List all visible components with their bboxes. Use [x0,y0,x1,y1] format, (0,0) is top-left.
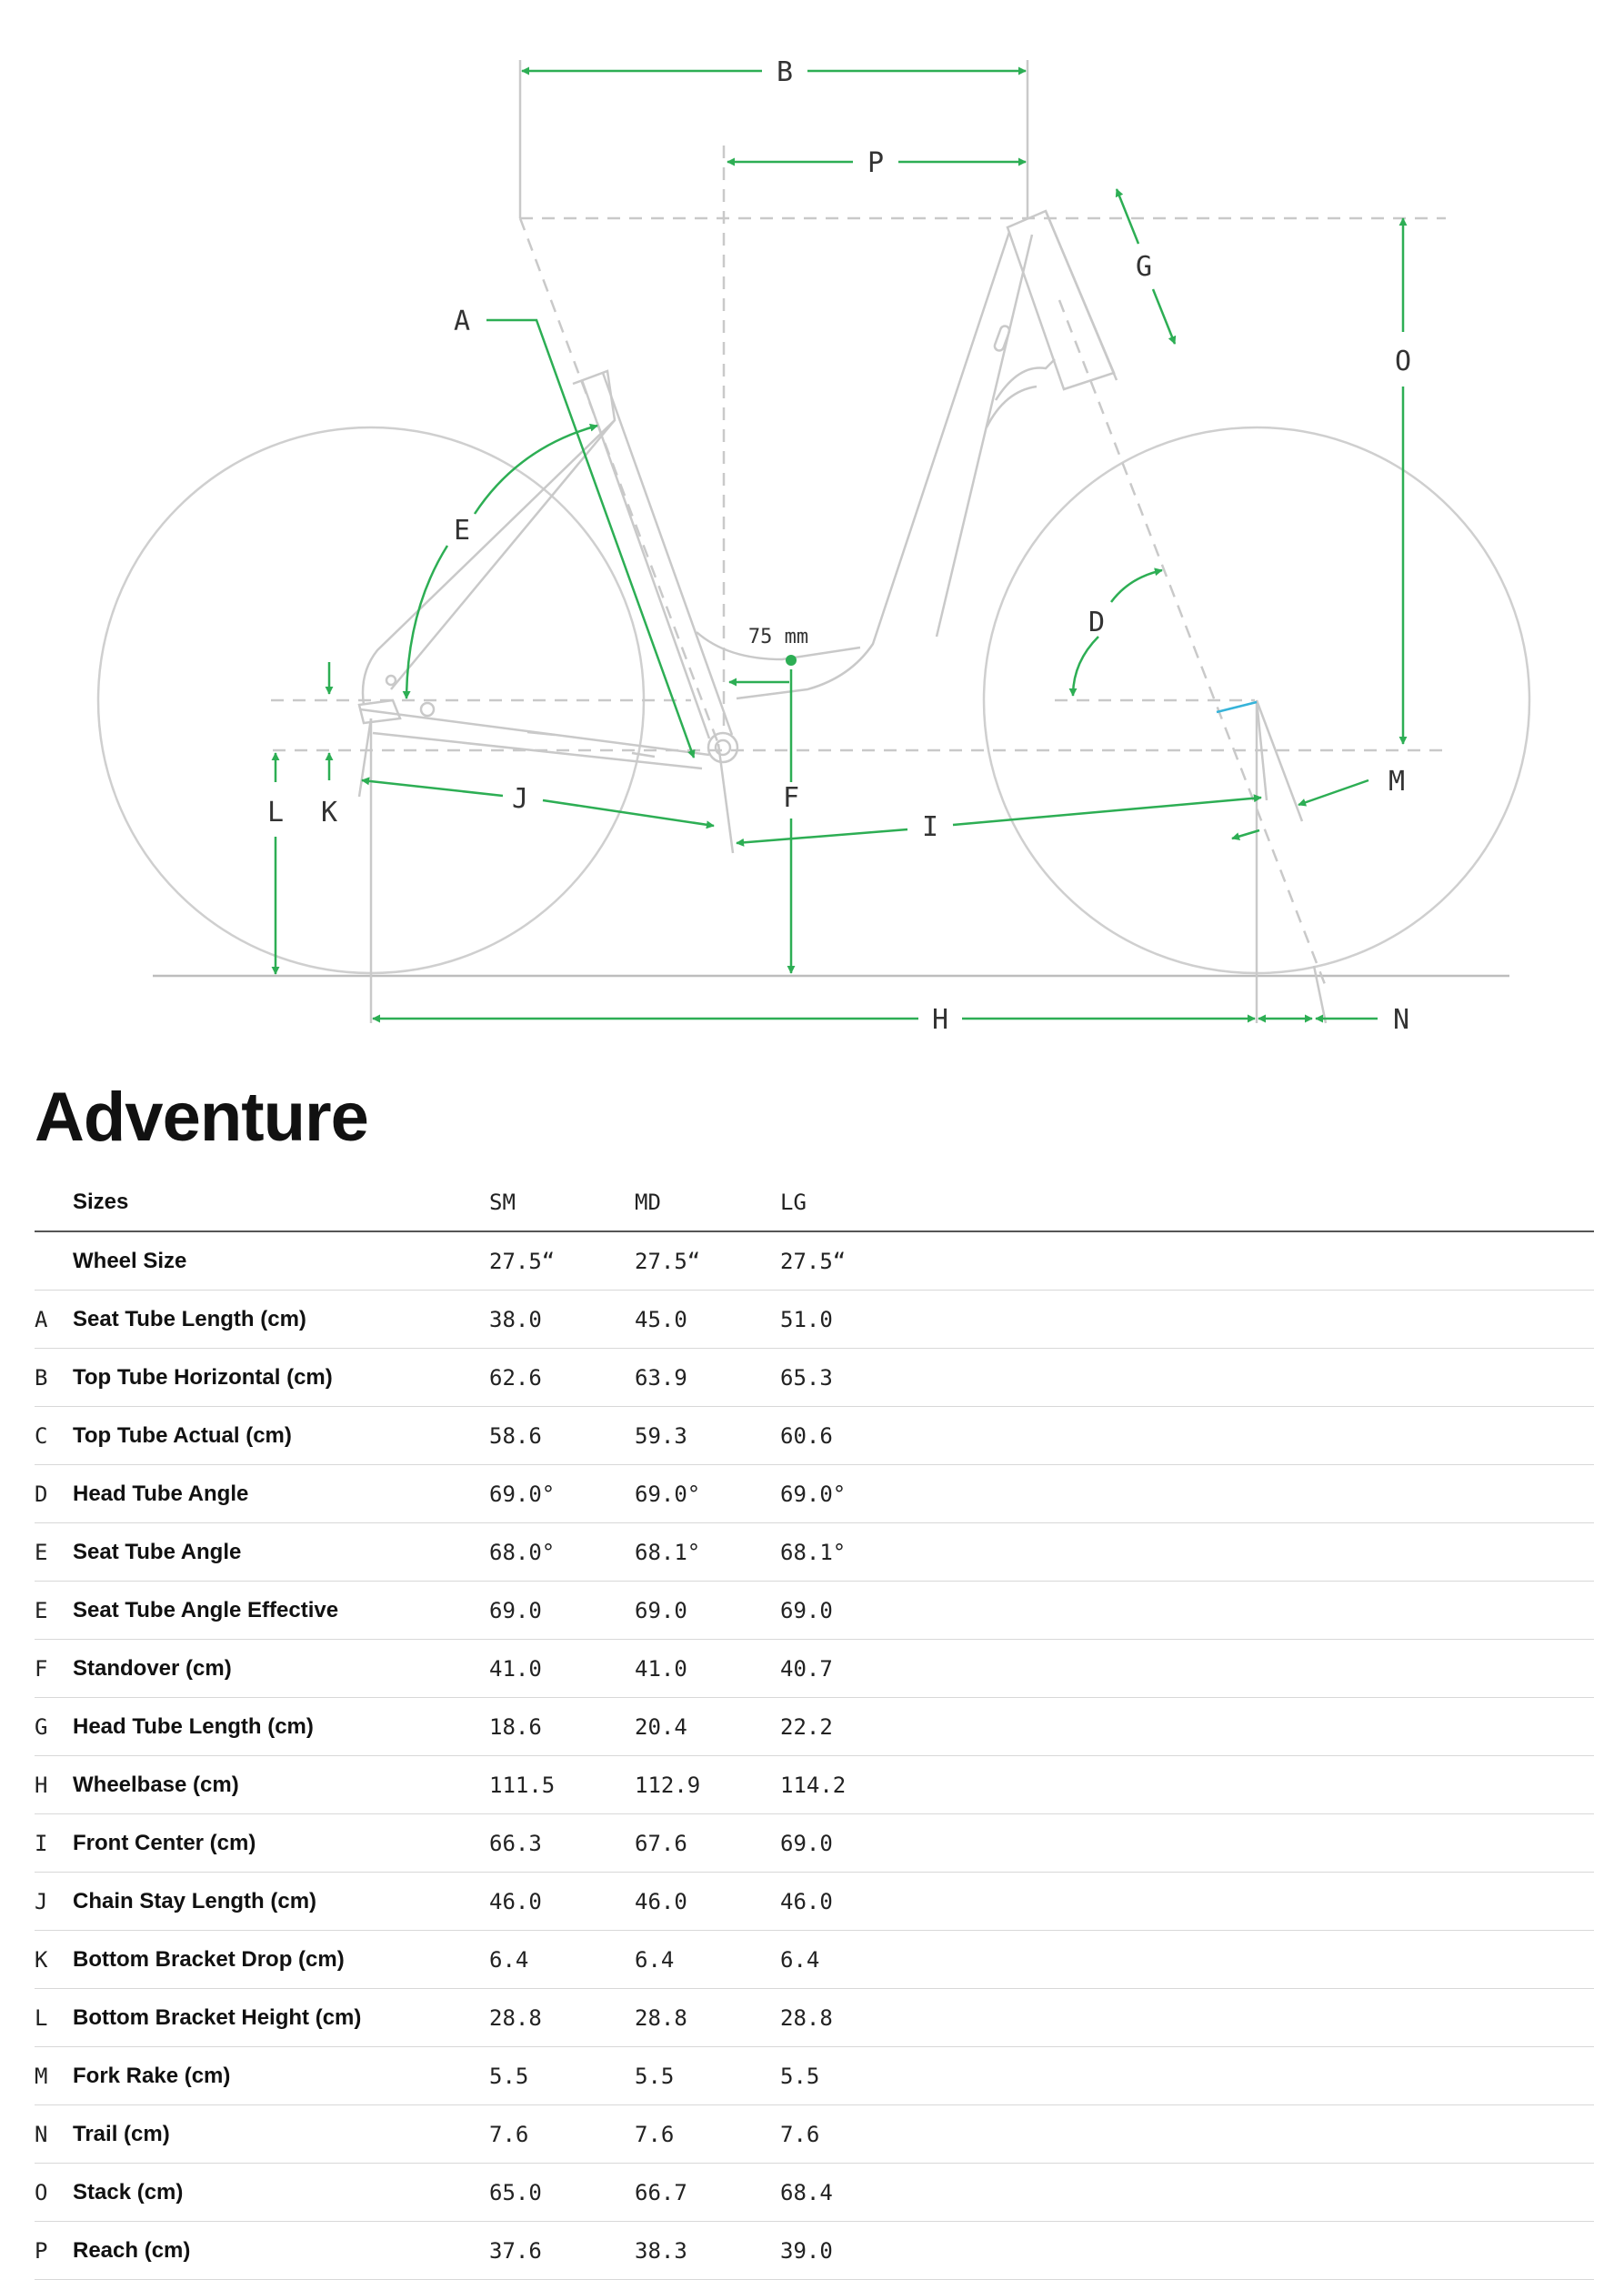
row-filler [926,1873,1594,1931]
table-row [35,1465,1594,1523]
label-l: L [266,797,285,829]
label-n: N [1392,1004,1410,1036]
label-f: F [782,782,800,814]
geometry-table [35,1173,1594,2280]
row-filler [926,1523,1594,1582]
header-sizes-label: Sizes [73,1173,489,1231]
label-m: M [1388,766,1406,798]
row-value-sm: 62.6 [489,1349,635,1407]
row-name: Top Tube Actual (cm) [73,1407,489,1465]
row-value-sm: 111.5 [489,1756,635,1814]
row-letter: H [35,1756,73,1814]
row-name: Stack (cm) [73,2164,489,2222]
row-letter: J [35,1873,73,1931]
header-size-sm: SM [489,1173,635,1231]
row-name: Front Center (cm) [73,1814,489,1873]
row-value-md: 7.6 [635,2105,780,2164]
row-letter: I [35,1814,73,1873]
row-filler [926,1756,1594,1814]
row-value-md: 27.5“ [635,1231,780,1291]
row-value-sm: 38.0 [489,1291,635,1349]
row-value-sm: 69.0° [489,1465,635,1523]
row-value-lg: 28.8 [780,1989,926,2047]
row-value-md: 63.9 [635,1349,780,1407]
row-letter: L [35,1989,73,2047]
header-size-md: MD [635,1173,780,1231]
label-d: D [1088,607,1106,638]
row-filler [926,1349,1594,1407]
table-header-row [35,1173,1594,1231]
row-value-lg: 60.6 [780,1407,926,1465]
row-letter: B [35,1349,73,1407]
row-name: Top Tube Horizontal (cm) [73,1349,489,1407]
row-name: Seat Tube Angle [73,1523,489,1582]
row-letter: P [35,2222,73,2280]
row-value-md: 5.5 [635,2047,780,2105]
row-value-lg: 69.0° [780,1465,926,1523]
row-letter [35,1231,73,1291]
label-o: O [1394,346,1412,377]
row-letter: C [35,1407,73,1465]
table-row [35,1407,1594,1465]
table-row [35,1640,1594,1698]
setback-label: 75 mm [747,626,809,648]
row-filler [926,1931,1594,1989]
row-letter: O [35,2164,73,2222]
row-value-lg: 51.0 [780,1291,926,1349]
bike-geometry-diagram [0,0,1624,1055]
row-value-md: 20.4 [635,1698,780,1756]
table-row [35,1291,1594,1349]
header-letter [35,1173,73,1231]
row-value-sm: 46.0 [489,1873,635,1931]
table-row [35,2047,1594,2105]
row-value-sm: 65.0 [489,2164,635,2222]
label-b: B [776,56,794,88]
table-row [35,2105,1594,2164]
row-name: Standover (cm) [73,1640,489,1698]
table-row [35,2164,1594,2222]
row-filler [926,1465,1594,1523]
table-row [35,1989,1594,2047]
row-filler [926,2047,1594,2105]
row-value-md: 69.0° [635,1465,780,1523]
row-value-lg: 46.0 [780,1873,926,1931]
row-value-lg: 6.4 [780,1931,926,1989]
label-e: E [453,515,471,547]
row-name: Fork Rake (cm) [73,2047,489,2105]
row-name: Wheelbase (cm) [73,1756,489,1814]
row-value-md: 68.1° [635,1523,780,1582]
row-value-sm: 27.5“ [489,1231,635,1291]
row-value-sm: 28.8 [489,1989,635,2047]
header-size-lg: LG [780,1173,926,1231]
page-title: Adventure [35,1079,368,1156]
row-value-lg: 69.0 [780,1582,926,1640]
row-filler [926,1407,1594,1465]
row-filler [926,2164,1594,2222]
row-letter: E [35,1523,73,1582]
row-letter: N [35,2105,73,2164]
row-name: Head Tube Angle [73,1465,489,1523]
row-value-md: 38.3 [635,2222,780,2280]
table-row [35,1873,1594,1931]
table-row [35,2222,1594,2280]
label-h: H [931,1004,949,1036]
row-value-sm: 68.0° [489,1523,635,1582]
row-value-sm: 18.6 [489,1698,635,1756]
table-row [35,1582,1594,1640]
row-name: Bottom Bracket Drop (cm) [73,1931,489,1989]
row-value-md: 46.0 [635,1873,780,1931]
label-k: K [320,797,338,829]
row-value-lg: 7.6 [780,2105,926,2164]
row-filler [926,1291,1594,1349]
row-value-sm: 5.5 [489,2047,635,2105]
row-value-sm: 7.6 [489,2105,635,2164]
row-value-lg: 65.3 [780,1349,926,1407]
row-value-md: 6.4 [635,1931,780,1989]
row-name: Reach (cm) [73,2222,489,2280]
row-value-md: 41.0 [635,1640,780,1698]
row-name: Bottom Bracket Height (cm) [73,1989,489,2047]
label-p: P [867,147,885,179]
dimension-lines [276,71,1406,1019]
row-name: Seat Tube Angle Effective [73,1582,489,1640]
row-value-lg: 5.5 [780,2047,926,2105]
table-row [35,1523,1594,1582]
row-letter: G [35,1698,73,1756]
table-row [35,1756,1594,1814]
row-value-sm: 58.6 [489,1407,635,1465]
table-row [35,1698,1594,1756]
row-filler [926,1640,1594,1698]
row-name: Trail (cm) [73,2105,489,2164]
label-a: A [453,306,471,337]
row-value-lg: 69.0 [780,1814,926,1873]
row-name: Head Tube Length (cm) [73,1698,489,1756]
row-value-md: 112.9 [635,1756,780,1814]
row-value-sm: 6.4 [489,1931,635,1989]
row-value-sm: 69.0 [489,1582,635,1640]
row-letter: E [35,1582,73,1640]
row-value-md: 69.0 [635,1582,780,1640]
row-value-lg: 27.5“ [780,1231,926,1291]
row-letter: K [35,1931,73,1989]
label-i: I [921,811,939,843]
row-value-md: 66.7 [635,2164,780,2222]
row-value-lg: 39.0 [780,2222,926,2280]
row-filler [926,1582,1594,1640]
row-filler [926,1814,1594,1873]
table-row [35,1231,1594,1291]
row-value-lg: 40.7 [780,1640,926,1698]
row-letter: F [35,1640,73,1698]
label-g: G [1135,251,1153,283]
row-name: Seat Tube Length (cm) [73,1291,489,1349]
label-j: J [511,783,529,815]
row-letter: D [35,1465,73,1523]
row-name: Chain Stay Length (cm) [73,1873,489,1931]
row-value-md: 45.0 [635,1291,780,1349]
row-value-lg: 68.4 [780,2164,926,2222]
row-filler [926,2222,1594,2280]
row-value-sm: 37.6 [489,2222,635,2280]
row-value-md: 28.8 [635,1989,780,2047]
row-value-lg: 22.2 [780,1698,926,1756]
reference-lines [271,60,1446,1023]
table-row [35,1349,1594,1407]
row-filler [926,1231,1594,1291]
row-value-sm: 41.0 [489,1640,635,1698]
table-row [35,1931,1594,1989]
row-value-lg: 114.2 [780,1756,926,1814]
row-value-lg: 68.1° [780,1523,926,1582]
row-name: Wheel Size [73,1231,489,1291]
row-filler [926,2105,1594,2164]
row-letter: M [35,2047,73,2105]
row-filler [926,1698,1594,1756]
row-value-sm: 66.3 [489,1814,635,1873]
table-row [35,1814,1594,1873]
row-filler [926,1989,1594,2047]
row-letter: A [35,1291,73,1349]
row-value-md: 67.6 [635,1814,780,1873]
row-value-md: 59.3 [635,1407,780,1465]
